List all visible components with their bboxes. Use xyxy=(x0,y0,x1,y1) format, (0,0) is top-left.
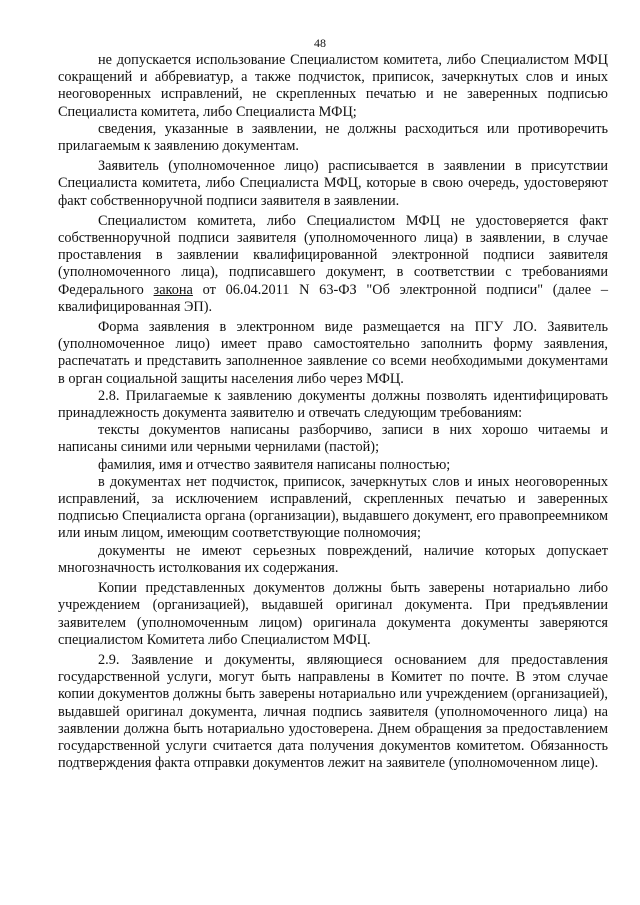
paragraph-text: Специалистом комитета, либо Специалистом МФЦ не удостоверяется факт собственноручной подписи заявителя (уполномоченного лица) в заявлении, в случае проставления в заявлении квалифицированной электронной подписи заявителя (уполномоченного лица), подписавшего документ, в соответствии с требованиями Федерального xyxy=(58,212,608,298)
paragraph-electronic-form: Форма заявления в электронном виде размещается на ПГУ ЛО. Заявитель (уполномоченное лицо) имеет право самостоятельно заполнить форму заявления, распечатать и представить заполненное заявление со всеми необходимыми документами в орган социальной защиты населения либо через МФЦ. xyxy=(58,319,608,387)
page-number: 48 xyxy=(314,36,326,50)
paragraph-section-2-8: 2.8. Прилагаемые к заявлению документы должны позволять идентифицировать принадлежность документа заявителю и отвечать следующим требованиям: xyxy=(58,387,608,422)
paragraph-readable-texts: тексты документов написаны разборчиво, записи в них хорошо читаемы и написаны синими или черными чернилами (пастой); xyxy=(58,422,608,456)
paragraph-text: от 06.04.2011 N 63-ФЗ "Об электронной подписи" (далее – квалифицированная ЭП). xyxy=(58,281,608,315)
paragraph-full-name: фамилия, имя и отчество заявителя написаны полностью; xyxy=(98,456,451,473)
document-body xyxy=(58,52,608,772)
paragraph-no-abbreviations: не допускается использование Специалистом комитета, либо Специалистом МФЦ сокращений и аббревиатур, а также подчисток, приписок, зачеркнутых слов и иных неоговоренных исправлений, не скрепленных печатью и не заверенных подписью Специалиста комитета, либо Специалиста МФЦ; xyxy=(58,52,608,120)
paragraph-no-corrections: в документах нет подчисток, приписок, зачеркнутых слов и иных неоговоренных исправлений, за исключением исправлений, скрепленных печатью и заверенных подписью Специалиста органа (организации), выдавшего документ, его правопреемником или иным лицом, имеющим соответствующие полномочия; xyxy=(58,473,608,542)
paragraph-applicant-signs: Заявитель (уполномоченное лицо) расписывается в заявлении в присутствии Специалиста комитета, либо Специалиста МФЦ, которые в свою очередь, удостоверяют факт собственноручной подписи заявителя в заявлении. xyxy=(58,158,608,209)
paragraph-no-damage: документы не имеют серьезных повреждений, наличие которых допускает многозначность истолкования их содержания. xyxy=(58,542,608,576)
paragraph-section-2-9: 2.9. Заявление и документы, являющиеся основанием для предоставления государственной услуги, могут быть направлены в Комитет по почте. В этом случае копии документов должны быть заверены нотариально или учреждением (организацией), выдавшей оригинал документа, личная подпись заявителя (уполномоченного лица) на заявлении должна быть нотариально удостоверена. Днем обращения за предоставлением государственной услуги считается дата получения документов комитетом. Обязанность подтверждения факта отправки документов лежит на заявителе (уполномоченном лице). xyxy=(58,651,608,772)
paragraph-certified-copies: Копии представленных документов должны быть заверены нотариально либо учреждением (организацией), выдавшей оригинал документа. При предъявлении заявителем (уполномоченным лицом) оригинала документа документы заверяются специалистом Комитета либо Специалистом МФЦ. xyxy=(58,580,608,648)
law-link[interactable]: закона xyxy=(153,281,193,298)
paragraph-no-contradictions: сведения, указанные в заявлении, не должны расходиться или противоречить прилагаемым к заявлению документам. xyxy=(58,120,608,155)
paragraph-electronic-signature xyxy=(58,213,608,316)
